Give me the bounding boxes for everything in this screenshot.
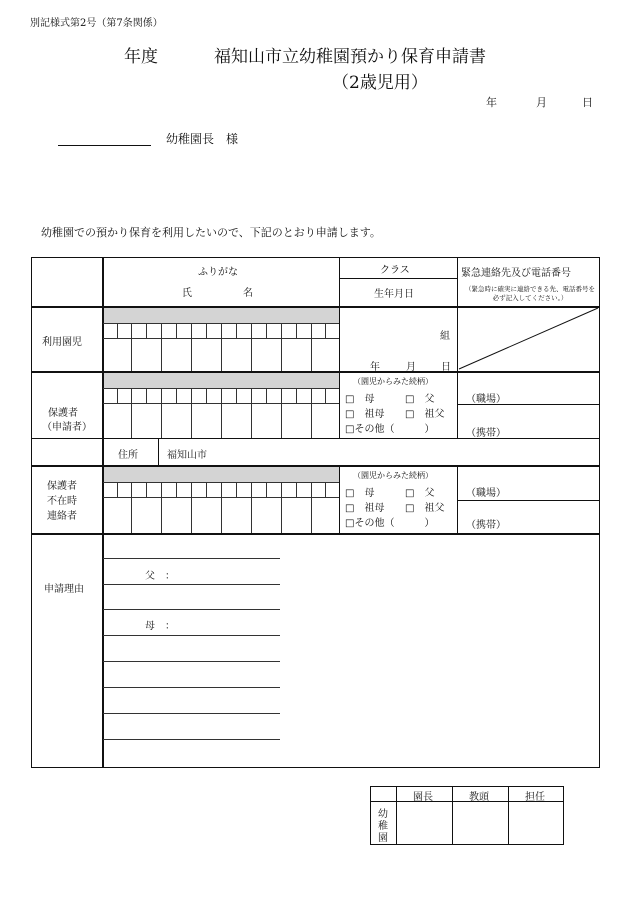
reason-father: 父 ： — [145, 571, 175, 582]
class-header: クラス — [380, 265, 410, 276]
reason-write-line[interactable] — [103, 687, 280, 688]
reason-mother: 母 ： — [145, 621, 175, 632]
stamp-col-vice: 教頭 — [469, 792, 489, 803]
stamp-side-1: 幼 — [378, 809, 388, 820]
class-kumi: 組 — [440, 331, 450, 342]
contact-rel-mother[interactable]: □ 母 — [345, 488, 375, 499]
guardian-rel-father[interactable]: □ 父 — [405, 394, 435, 405]
stamp-col-principal: 園長 — [413, 792, 433, 803]
name-header-1: 氏 — [182, 288, 192, 299]
reason-label: 申請理由 — [44, 584, 84, 595]
contact-rel-grandmother[interactable]: □ 祖母 — [345, 503, 385, 514]
guardian-rel-mother[interactable]: □ 母 — [345, 394, 375, 405]
date-day: 日 — [582, 96, 593, 109]
reason-write-line[interactable] — [103, 739, 280, 740]
reason-write-line[interactable] — [103, 635, 280, 636]
guardian-label-1: 保護者 — [48, 408, 78, 419]
birth-month: 月 — [406, 362, 416, 373]
guardian-furigana-band — [103, 372, 339, 388]
address-label: 住所 — [118, 450, 138, 461]
date-year: 年 — [486, 96, 497, 109]
reason-write-line[interactable] — [103, 584, 280, 585]
contact-rel-father[interactable]: □ 父 — [405, 488, 435, 499]
page-subtitle: （2歳児用） — [332, 73, 428, 93]
guardian-rel-grandfather[interactable]: □ 祖父 — [405, 409, 445, 420]
contact-furigana-band — [103, 466, 339, 482]
guardian-rel-grandmother[interactable]: □ 祖母 — [345, 409, 385, 420]
contact-label-2: 不在時 — [47, 496, 77, 507]
emergency-header: 緊急連絡先及び電話番号 — [461, 268, 571, 279]
addressee: 幼稚園長 様 — [166, 132, 239, 146]
guardian-workplace: （職場） — [466, 394, 506, 405]
stamp-side-3: 園 — [378, 833, 388, 844]
intro-text: 幼稚園での預かり保育を利用したいので、下記のとおり申請します。 — [41, 226, 381, 239]
child-furigana-band — [103, 307, 339, 323]
form-number: 別記様式第2号（第7条関係） — [30, 18, 163, 29]
contact-label-1: 保護者 — [47, 481, 77, 492]
contact-workplace: （職場） — [466, 488, 506, 499]
guardian-mobile: （携帯） — [466, 428, 506, 439]
furigana-header: ふりがな — [198, 267, 238, 278]
contact-rel-grandfather[interactable]: □ 祖父 — [405, 503, 445, 514]
kindergarten-name-line — [58, 145, 151, 146]
emergency-not-applicable-slash — [457, 306, 600, 371]
reason-write-line[interactable] — [103, 661, 280, 662]
contact-label-3: 連絡者 — [47, 511, 77, 522]
stamp-side-2: 稚 — [378, 821, 388, 832]
birth-day: 日 — [441, 362, 451, 373]
contact-rel-other[interactable]: □その他（ ） — [345, 518, 435, 529]
reason-write-line[interactable] — [103, 558, 280, 559]
contact-mobile: （携帯） — [466, 520, 506, 531]
page-title: 福知山市立幼稚園預かり保育申請書 — [214, 47, 486, 67]
guardian-relation-title: （園児からみた続柄） — [353, 377, 433, 386]
reason-write-line[interactable] — [103, 713, 280, 714]
reason-write-line[interactable] — [103, 609, 280, 610]
child-row-label: 利用園児 — [42, 337, 82, 348]
contact-relation-title: （園児からみた続柄） — [353, 471, 433, 480]
guardian-label-2: （申請者） — [42, 422, 92, 433]
address-value: 福知山市 — [167, 450, 207, 461]
birthdate-header: 生年月日 — [374, 289, 414, 300]
year-label: 年度 — [124, 47, 158, 67]
stamp-col-teacher: 担任 — [525, 792, 545, 803]
birth-year: 年 — [370, 362, 380, 373]
guardian-rel-other[interactable]: □その他（ ） — [345, 424, 435, 435]
name-header-2: 名 — [243, 288, 253, 299]
date-month: 月 — [536, 96, 547, 109]
emergency-note: （緊急時に確実に連絡できる先、電話番号を必ず記入してください。） — [465, 285, 595, 302]
